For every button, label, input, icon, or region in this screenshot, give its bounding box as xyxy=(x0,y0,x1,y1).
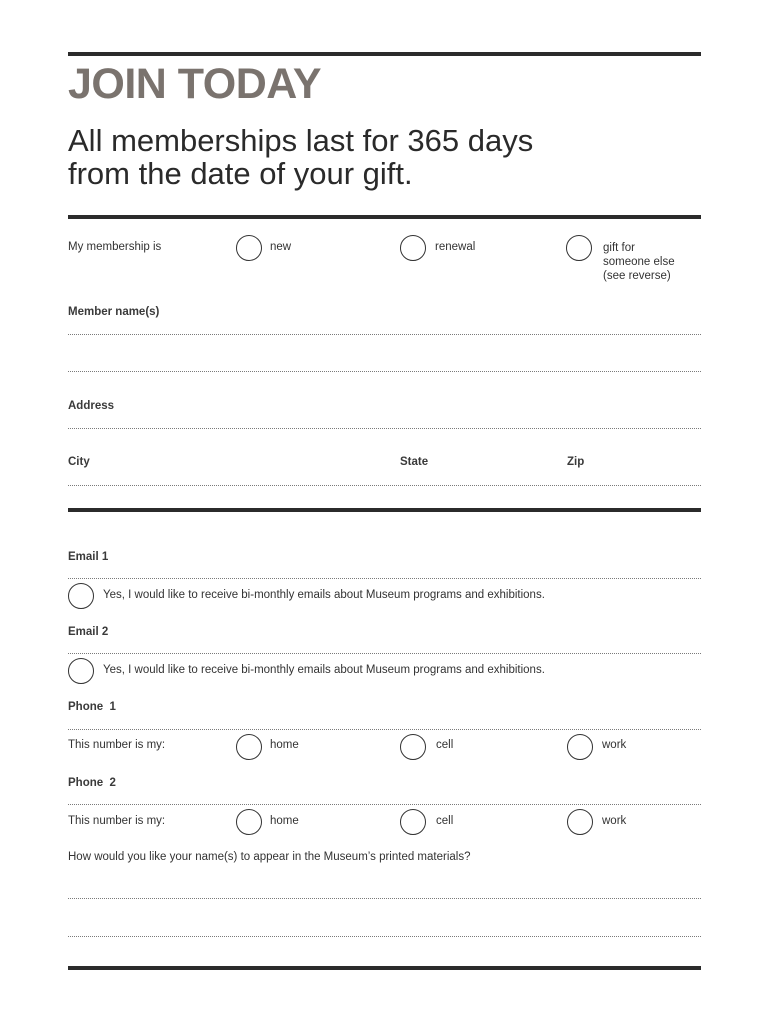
printed-name-line-2[interactable] xyxy=(68,936,701,937)
phone2-work-radio[interactable] xyxy=(567,809,593,835)
phone1-type-label: This number is my: xyxy=(68,739,166,751)
phone2-type-label: This number is my: xyxy=(68,815,166,827)
subtitle-line-2: from the date of your gift. xyxy=(68,156,413,191)
subtitle-line-1: All memberships last for 365 days xyxy=(68,123,534,158)
gift-line-1: gift for xyxy=(603,242,635,254)
email1-optin-text: Yes, I would like to receive bi-monthly emails about Museum programs and exhibitions. xyxy=(103,589,545,601)
address-label: Address xyxy=(68,400,115,412)
section-divider xyxy=(68,508,701,512)
phone2-cell-radio[interactable] xyxy=(400,809,426,835)
address-line[interactable] xyxy=(68,428,701,429)
gift-line-3: (see reverse) xyxy=(603,270,671,282)
phone2-home-radio[interactable] xyxy=(236,809,262,835)
phone2-label: Phone 2 xyxy=(68,777,116,789)
printed-name-line-1[interactable] xyxy=(68,898,701,899)
phone1-home-label: home xyxy=(270,739,299,751)
email2-optin-text: Yes, I would like to receive bi-monthly emails about Museum programs and exhibitions. xyxy=(103,664,545,676)
state-label: State xyxy=(400,456,429,468)
top-rule xyxy=(68,52,701,56)
email2-line[interactable] xyxy=(68,653,701,654)
phone1-cell-label: cell xyxy=(436,739,454,751)
page-subtitle xyxy=(68,124,533,190)
bottom-rule xyxy=(68,966,701,970)
city-label: City xyxy=(68,456,90,468)
phone1-line[interactable] xyxy=(68,729,701,730)
email1-line[interactable] xyxy=(68,578,701,579)
page-title: JOIN TODAY xyxy=(68,60,322,108)
membership-new-radio[interactable] xyxy=(236,235,262,261)
phone1-work-radio[interactable] xyxy=(567,734,593,760)
member-names-line-1[interactable] xyxy=(68,334,701,335)
phone2-work-label: work xyxy=(602,815,627,827)
member-names-label: Member name(s) xyxy=(68,306,160,318)
email1-label: Email 1 xyxy=(68,551,109,563)
phone1-work-label: work xyxy=(602,739,627,751)
phone1-cell-radio[interactable] xyxy=(400,734,426,760)
membership-renewal-radio[interactable] xyxy=(400,235,426,261)
phone2-home-label: home xyxy=(270,815,299,827)
membership-renewal-label: renewal xyxy=(435,241,476,253)
phone2-line[interactable] xyxy=(68,804,701,805)
membership-label: My membership is xyxy=(68,241,162,253)
membership-new-label: new xyxy=(270,241,292,253)
email2-label: Email 2 xyxy=(68,626,109,638)
phone1-label: Phone 1 xyxy=(68,701,116,713)
membership-gift-label xyxy=(603,241,675,283)
zip-label: Zip xyxy=(567,456,585,468)
printed-name-question: How would you like your name(s) to appear in the Museum’s printed materials? xyxy=(68,851,471,863)
header-bottom-rule xyxy=(68,215,701,219)
membership-gift-radio[interactable] xyxy=(566,235,592,261)
city-state-zip-line[interactable] xyxy=(68,485,701,486)
phone2-cell-label: cell xyxy=(436,815,454,827)
email2-optin-radio[interactable] xyxy=(68,658,94,684)
phone1-home-radio[interactable] xyxy=(236,734,262,760)
email1-optin-radio[interactable] xyxy=(68,583,94,609)
member-names-line-2[interactable] xyxy=(68,371,701,372)
gift-line-2: someone else xyxy=(603,256,675,268)
